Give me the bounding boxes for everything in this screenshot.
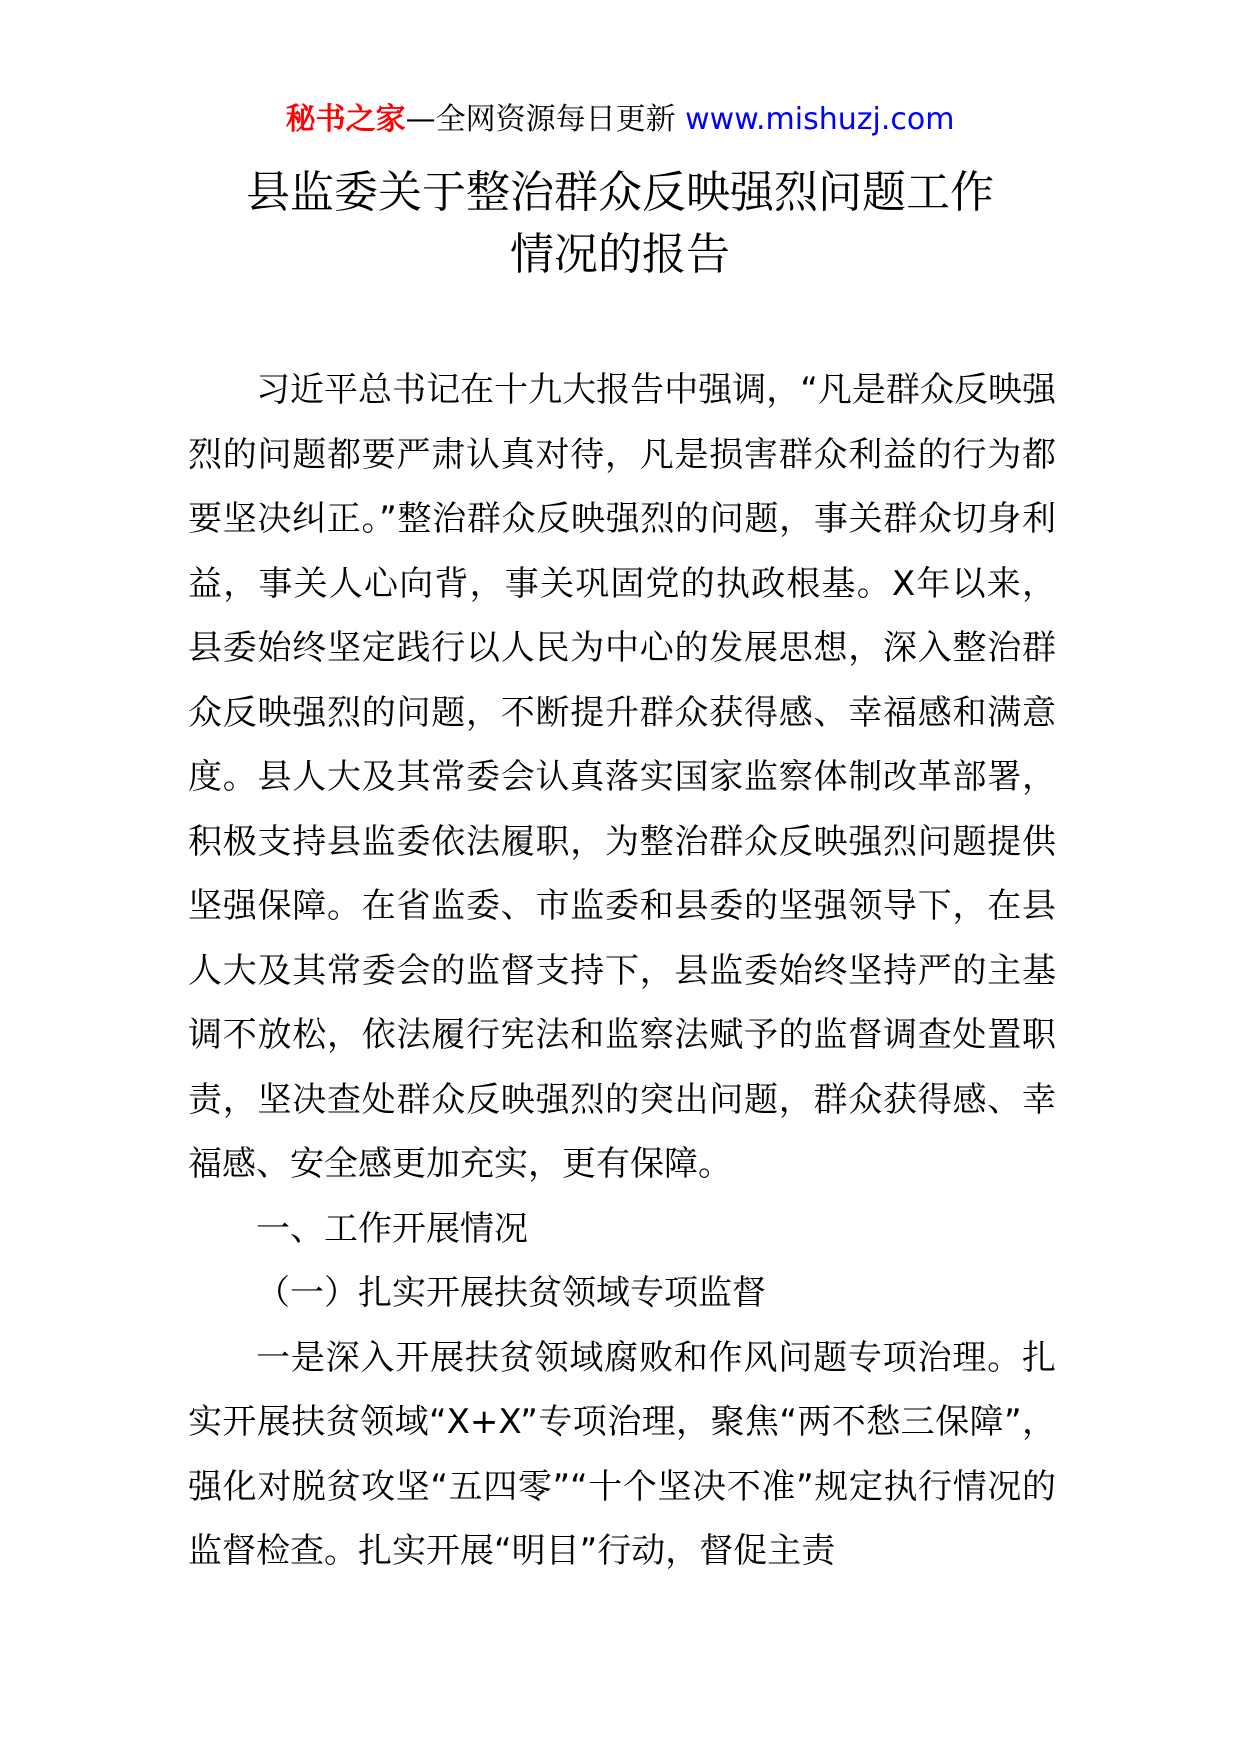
title-line-2: 情况的报告 <box>510 229 730 280</box>
title-line-1: 县监委关于整治群众反映强烈问题工作 <box>246 167 994 218</box>
header-slogan: —全网资源每日更新 <box>405 102 686 137</box>
document-body <box>188 358 1056 1584</box>
subsection-heading-1: （一）扎实开展扶贫领域专项监督 <box>256 1273 766 1313</box>
header-url-link[interactable]: www.mishuzj.com <box>685 102 955 137</box>
document-title <box>0 162 1240 286</box>
paragraph-intro: 习近平总书记在十九大报告中强调，“凡是群众反映强烈的问题都要严肃认真对待，凡是损害群众利益的行为都要坚决纠正。”整治群众反映强烈的问题，事关群众切身利益，事关人心向背，事关巩固党的执政根基。X年以来，县委始终坚定践行以人民为中心的发展思想，深入整治群众反映强烈的问题，不断提升群众获得感、幸福感和满意度。县人大及其常委会认真落实国家监察体制改革部署，积极支持县监委依法履职，为整治群众反映强烈问题提供坚强保障。在省监委、市监委和县委的坚强领导下，在县人大及其常委会的监督支持下，县监委始终坚持严的主基调不放松，依法履行宪法和监察法赋予的监督调查处置职责，坚决查处群众反映强烈的突出问题，群众获得感、幸福感、安全感更加充实，更有保障。 <box>188 370 1056 1184</box>
site-header <box>0 100 1240 140</box>
header-brand: 秘书之家 <box>285 102 406 137</box>
section-heading-1: 一、工作开展情况 <box>256 1208 528 1249</box>
paragraph-poverty-supervision: 一是深入开展扶贫领域腐败和作风问题专项治理。扎实开展扶贫领域“X+X”专项治理，聚焦“两不愁三保障”，强化对脱贫攻坚“五四零”“十个坚决不准”规定执行情况的监督检查。扎实开展“明目”行动，督促主责 <box>188 1337 1056 1571</box>
